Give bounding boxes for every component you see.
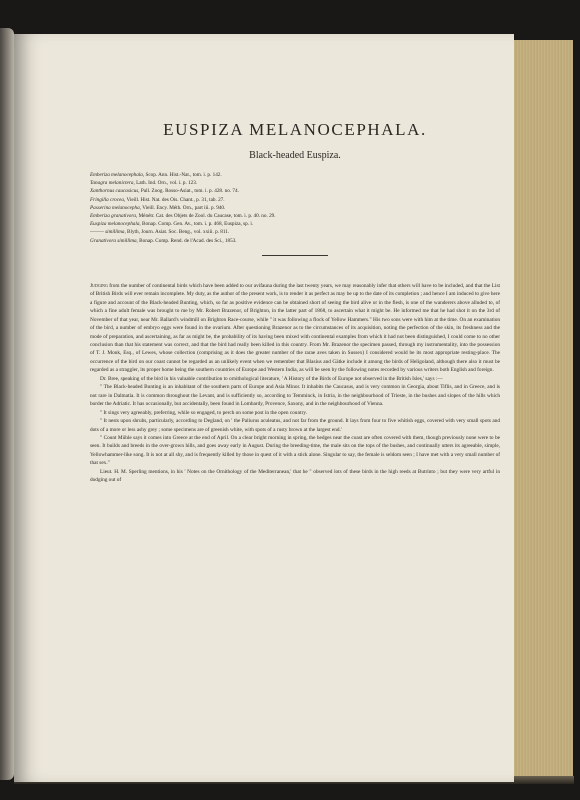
common-name: Black-headed Euspiza. — [249, 150, 341, 161]
left-page-edge — [0, 28, 14, 780]
synonym-entry: Fringilla crocea, Vieill. Hist. Nat. des Ois. Chant., p. 31, tab. 27. — [90, 196, 225, 203]
synonym-entry: Granativora simillima, Bonap. Comp. Rend. de l'Acad. des Sci., 1853. — [90, 237, 237, 244]
paragraph: " It nests upon shrubs, particularly, according to Degland, on ' the Paliurus aculeatus, and not far from the ground. It lays from four to five whitish eggs, covered with very small spots and dots of a more or less ashy grey ; some specimens are of greenish white, with spots of a rusty brown at the largest end.' — [90, 418, 500, 433]
synonym-entry: Passerina melanocepha, Vieill. Ency. Méth. Orn., part iii. p. 940. — [90, 204, 226, 211]
section-divider — [262, 255, 328, 256]
synonym-entry: Tanagra melanictera, Lath. Ind. Orn., vol. i. p. 123. — [90, 180, 198, 187]
paragraph: " It sings very agreeably, preferring, while so engaged, to perch on some post in the open country. — [100, 409, 307, 416]
paragraph: " The Black-headed Bunting is an inhabitant of the southern parts of Europe and Asia Minor. It inhabits the Caucasus, and is very common in Georgia, about Tiflis, and in Greece, and is not rare in Dalmatia. It is common throughout the Levant, and is sufficiently so, according to Temminck, in Istria, in the neighbourhood of Trieste, in the bushes and slopes of the hills which border the Adriatic. It has occasionally, but accidentally, been found in Lombardy, Provence, Saxony, and in the neighbourhood of Vienna. — [90, 384, 500, 408]
synonym-list — [90, 171, 500, 245]
synonym-entry: Emberiza granativora, Ménétr. Cat. des Objets de Zool. du Caucase, tom. i. p. 40. no. 29. — [90, 213, 276, 220]
body-text — [90, 282, 500, 485]
paragraph: Judging from the number of continental birds which have been added to our avifauna during the last twenty years, we may reasonably infer that others will have to be included, and that the List of British Birds will ever remain incomplete. My duty, as the author of the present work, is to render it as perfect as may be up to the date of its completion ; and hence I am induced to give here a figure and account of the Black-headed Bunting, which, so far as positive evidence can be obtained short of seeing the bird alive or in the flesh, is one of the wanderers above alluded to, of which a fine adult female was brought to me by Mr. Robert Brazenor, of Brighton, in the latter part of 1868, to ascertain what it might be. He informed me that he had shot it on the 3rd of November of that year, near Mr. Ballard's windmill on Brighton Race-course, while " it was following a flock of Yellow Hammers." His two sons were with him at the time. On an examination of the bird, a number of embryo eggs were found in the ovarium. After questioning Brazenor as to the circumstances of its acquisition, noting the perfection of the skin, its freshness and the mode of preparation, and ascertaining, as far as might be, the probability of its having been mixed with continental examples from which it had not been distinguished, I could come to no other conclusion than that his statement was correct, and that the bird had really been killed in this country. From Mr. Brazenor the specimen passed, through my instrumentality, into the possession of T. J. Monk, Esq., of Lewes, whose collection (comprising as it does the greater number of the rarae aves taken in Sussex) I considered would be its most appropriate resting-place. The occurrence of the bird on our coast cannot be regarded as an unlikely event when we remember that Blasius and Gätke include it among the birds of Heligoland, although there also it must be regarded as a straggler, its proper home being the southern countries of Europe and Western India, as will be seen by the following notes recorded by various writers both English and foreign. — [90, 282, 500, 374]
paragraph: " Count Mühle says it comes into Greece at the end of April. On a clear bright morning in spring, the hedges near the coast are often covered with them, though previously none were to be seen. It builds and breeds in the over-grown hills, and goes away early in August. During the breeding-time, the male sits on the tops of the bushes, and continually utters its agreeable, simple, Yellowhammer-like song. It is not at all shy, and is frequently killed by those in quest of it with a stick alone. Singular to say, the female is seldom seen ; I have met with a very small number of that sex." — [90, 434, 500, 467]
synonym-entry: ——— simillima, Blyth, Journ. Asiat. Soc. Beng., vol. xxiii. p. 811. — [90, 229, 230, 236]
paragraph: Dr. Bree, speaking of the bird in his valuable contribution to ornithological literature, ' A History of the Birds of Europe not observed in the British Isles,' says :— — [100, 375, 443, 382]
page-content — [90, 120, 500, 485]
paragraph: Lieut. H. M. Sperling mentions, in his ' Notes on the Ornithology of the Mediterranean,' that he " observed lots of these birds in the high reeds at Butrinto ; but they were very artful in dodging out of — [90, 468, 500, 484]
synonym-entry: Euspiza melanocephala, Bonap. Comp. Gen. Av., tom. i. p. 468, Euspiza, sp. i. — [90, 221, 254, 228]
synonym-entry: Emberiza melanocephala, Scop. Ann. Hist.-Nat., tom. i. p. 142. — [90, 172, 222, 178]
species-title: EUSPIZA MELANOCEPHALA. — [163, 120, 427, 139]
lead-word: Judging — [90, 282, 108, 289]
synonym-entry: Xanthornus caucasicus, Pall. Zoog. Rosso-Asiat., tom. i. p. 428. no. 74. — [90, 188, 239, 195]
